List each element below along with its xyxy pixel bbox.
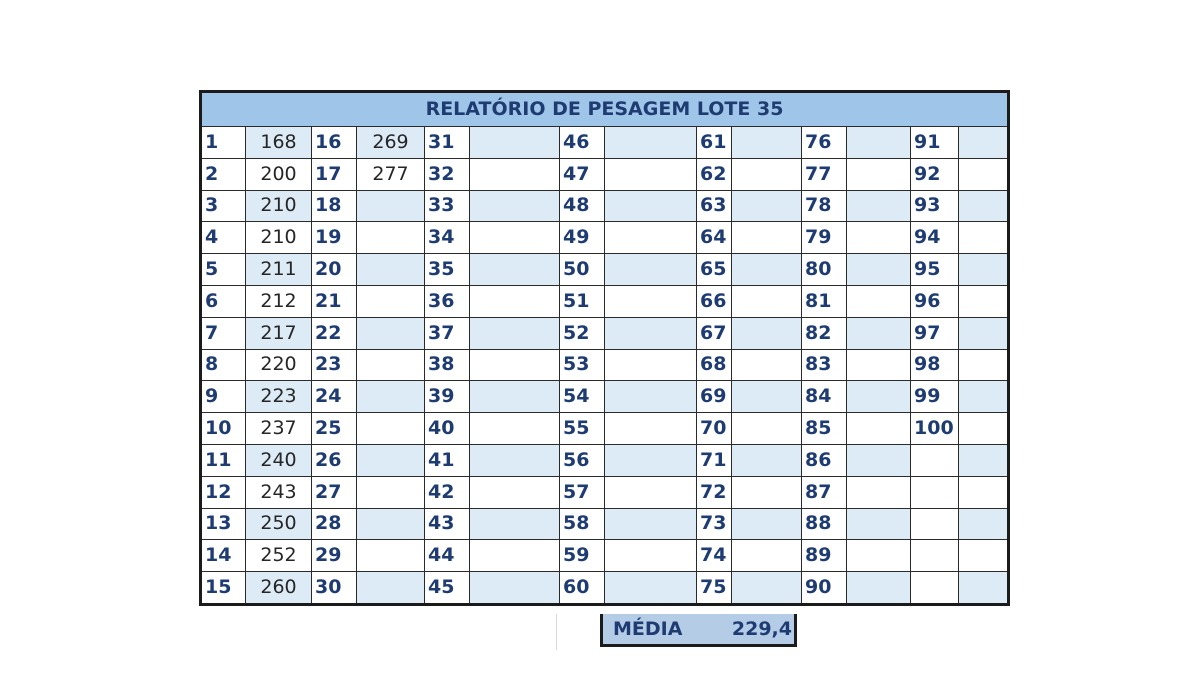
weight-value-cell[interactable]: 168	[246, 127, 312, 159]
weight-value-cell[interactable]: 240	[246, 444, 312, 476]
weight-value-cell[interactable]	[732, 190, 802, 222]
weight-value-cell[interactable]	[847, 285, 911, 317]
animal-number-cell[interactable]: 22	[312, 317, 357, 349]
weight-value-cell[interactable]	[605, 540, 697, 572]
animal-number-cell[interactable]: 83	[802, 349, 847, 381]
animal-number-cell[interactable]: 98	[911, 349, 959, 381]
weight-value-cell[interactable]	[847, 349, 911, 381]
weight-value-cell[interactable]	[847, 572, 911, 605]
animal-number-cell[interactable]: 70	[697, 413, 732, 445]
animal-number-cell[interactable]: 10	[201, 413, 246, 445]
animal-number-cell[interactable]: 54	[560, 381, 605, 413]
animal-number-cell[interactable]: 51	[560, 285, 605, 317]
weight-value-cell[interactable]	[605, 158, 697, 190]
table-row	[201, 540, 1009, 572]
weight-value-cell[interactable]	[732, 444, 802, 476]
average-summary	[600, 614, 797, 647]
weight-value-cell[interactable]	[847, 540, 911, 572]
animal-number-cell[interactable]: 89	[802, 540, 847, 572]
animal-number-cell[interactable]: 63	[697, 190, 732, 222]
animal-number-cell[interactable]: 6	[201, 285, 246, 317]
animal-number-cell[interactable]: 38	[425, 349, 470, 381]
weight-value-cell[interactable]	[470, 190, 560, 222]
animal-number-cell[interactable]: 52	[560, 317, 605, 349]
animal-number-cell[interactable]: 75	[697, 572, 732, 605]
animal-number-cell[interactable]: 14	[201, 540, 246, 572]
weight-value-cell[interactable]: 211	[246, 254, 312, 286]
weight-value-cell[interactable]	[357, 413, 425, 445]
table-row	[201, 190, 1009, 222]
animal-number-cell[interactable]: 73	[697, 508, 732, 540]
weight-value-cell[interactable]	[605, 127, 697, 159]
animal-number-cell[interactable]: 72	[697, 476, 732, 508]
animal-number-cell[interactable]: 66	[697, 285, 732, 317]
animal-number-cell[interactable]: 34	[425, 222, 470, 254]
animal-number-cell[interactable]	[911, 476, 959, 508]
weight-value-cell[interactable]	[357, 508, 425, 540]
weight-value-cell[interactable]	[847, 381, 911, 413]
table-row	[201, 508, 1009, 540]
weight-value-cell[interactable]: 237	[246, 413, 312, 445]
weight-value-cell[interactable]	[357, 317, 425, 349]
weight-value-cell[interactable]	[605, 190, 697, 222]
animal-number-cell[interactable]: 27	[312, 476, 357, 508]
animal-number-cell[interactable]: 26	[312, 444, 357, 476]
weight-value-cell[interactable]	[470, 254, 560, 286]
animal-number-cell[interactable]: 80	[802, 254, 847, 286]
weight-value-cell[interactable]	[732, 317, 802, 349]
weight-value-cell[interactable]	[470, 127, 560, 159]
weight-value-cell[interactable]	[732, 222, 802, 254]
weight-value-cell[interactable]	[605, 476, 697, 508]
weight-value-cell[interactable]: 243	[246, 476, 312, 508]
weight-value-cell[interactable]: 223	[246, 381, 312, 413]
weight-value-cell[interactable]	[357, 444, 425, 476]
animal-number-cell[interactable]: 81	[802, 285, 847, 317]
animal-number-cell[interactable]: 58	[560, 508, 605, 540]
weight-value-cell[interactable]: 210	[246, 222, 312, 254]
animal-number-cell[interactable]: 21	[312, 285, 357, 317]
weight-value-cell[interactable]	[959, 127, 1009, 159]
weight-value-cell[interactable]	[847, 444, 911, 476]
weight-value-cell[interactable]	[470, 381, 560, 413]
animal-number-cell[interactable]: 92	[911, 158, 959, 190]
weight-value-cell[interactable]	[847, 317, 911, 349]
weight-value-cell[interactable]: 217	[246, 317, 312, 349]
animal-number-cell[interactable]: 100	[911, 413, 959, 445]
animal-number-cell[interactable]: 18	[312, 190, 357, 222]
animal-number-cell[interactable]: 8	[201, 349, 246, 381]
weight-value-cell[interactable]	[959, 254, 1009, 286]
animal-number-cell[interactable]: 30	[312, 572, 357, 605]
weight-value-cell[interactable]	[605, 222, 697, 254]
weight-value-cell[interactable]	[470, 508, 560, 540]
weight-value-cell[interactable]	[470, 222, 560, 254]
animal-number-cell[interactable]: 84	[802, 381, 847, 413]
weight-value-cell[interactable]: 252	[246, 540, 312, 572]
animal-number-cell[interactable]: 42	[425, 476, 470, 508]
animal-number-cell[interactable]: 87	[802, 476, 847, 508]
weight-value-cell[interactable]	[959, 317, 1009, 349]
animal-number-cell[interactable]: 1	[201, 127, 246, 159]
animal-number-cell[interactable]: 85	[802, 413, 847, 445]
weight-value-cell[interactable]	[732, 476, 802, 508]
weight-value-cell[interactable]	[357, 349, 425, 381]
weight-value-cell[interactable]	[959, 285, 1009, 317]
weight-value-cell[interactable]	[959, 222, 1009, 254]
weight-value-cell[interactable]	[847, 190, 911, 222]
animal-number-cell[interactable]: 65	[697, 254, 732, 286]
animal-number-cell[interactable]: 56	[560, 444, 605, 476]
report-body	[201, 127, 1009, 605]
animal-number-cell[interactable]: 90	[802, 572, 847, 605]
animal-number-cell[interactable]: 23	[312, 349, 357, 381]
table-row	[201, 572, 1009, 605]
animal-number-cell[interactable]: 17	[312, 158, 357, 190]
weight-value-cell[interactable]	[605, 349, 697, 381]
animal-number-cell[interactable]	[911, 540, 959, 572]
average-label: MÉDIA	[613, 618, 683, 640]
animal-number-cell[interactable]: 95	[911, 254, 959, 286]
animal-number-cell[interactable]	[911, 572, 959, 605]
animal-number-cell[interactable]: 94	[911, 222, 959, 254]
average-value: 229,4	[731, 618, 792, 640]
animal-number-cell[interactable]: 69	[697, 381, 732, 413]
weight-value-cell[interactable]	[470, 476, 560, 508]
animal-number-cell[interactable]	[911, 444, 959, 476]
weight-value-cell[interactable]	[470, 572, 560, 605]
weight-value-cell[interactable]	[605, 254, 697, 286]
weight-value-cell[interactable]	[357, 540, 425, 572]
weight-value-cell[interactable]	[470, 540, 560, 572]
weight-value-cell[interactable]	[959, 444, 1009, 476]
weight-value-cell[interactable]: 220	[246, 349, 312, 381]
animal-number-cell[interactable]: 62	[697, 158, 732, 190]
weight-value-cell[interactable]	[847, 476, 911, 508]
weight-value-cell[interactable]	[959, 190, 1009, 222]
weight-value-cell[interactable]: 277	[357, 158, 425, 190]
animal-number-cell[interactable]: 67	[697, 317, 732, 349]
animal-number-cell[interactable]: 41	[425, 444, 470, 476]
weight-value-cell[interactable]	[470, 349, 560, 381]
animal-number-cell[interactable]: 49	[560, 222, 605, 254]
animal-number-cell[interactable]: 19	[312, 222, 357, 254]
animal-number-cell[interactable]: 16	[312, 127, 357, 159]
weight-value-cell[interactable]	[470, 285, 560, 317]
weight-value-cell[interactable]	[605, 285, 697, 317]
animal-number-cell[interactable]: 93	[911, 190, 959, 222]
weight-value-cell[interactable]: 260	[246, 572, 312, 605]
weight-value-cell[interactable]	[732, 413, 802, 445]
weight-value-cell[interactable]	[357, 572, 425, 605]
animal-number-cell[interactable]: 13	[201, 508, 246, 540]
animal-number-cell[interactable]: 36	[425, 285, 470, 317]
weighing-report-table	[199, 90, 1010, 606]
weight-value-cell[interactable]	[847, 222, 911, 254]
weight-value-cell[interactable]	[605, 572, 697, 605]
weight-value-cell[interactable]	[605, 508, 697, 540]
weight-value-cell[interactable]	[847, 254, 911, 286]
weight-value-cell[interactable]	[847, 127, 911, 159]
weight-value-cell[interactable]	[605, 413, 697, 445]
animal-number-cell[interactable]: 3	[201, 190, 246, 222]
weight-value-cell[interactable]	[357, 190, 425, 222]
table-row	[201, 127, 1009, 159]
animal-number-cell[interactable]: 50	[560, 254, 605, 286]
weight-value-cell[interactable]: 269	[357, 127, 425, 159]
animal-number-cell[interactable]: 96	[911, 285, 959, 317]
table-row	[201, 349, 1009, 381]
weight-value-cell[interactable]	[357, 222, 425, 254]
animal-number-cell[interactable]: 20	[312, 254, 357, 286]
weight-value-cell[interactable]	[357, 285, 425, 317]
animal-number-cell[interactable]: 48	[560, 190, 605, 222]
animal-number-cell[interactable]: 77	[802, 158, 847, 190]
weight-value-cell[interactable]	[357, 476, 425, 508]
animal-number-cell[interactable]: 39	[425, 381, 470, 413]
animal-number-cell[interactable]: 2	[201, 158, 246, 190]
animal-number-cell[interactable]: 46	[560, 127, 605, 159]
weight-value-cell[interactable]: 210	[246, 190, 312, 222]
weight-value-cell[interactable]	[732, 508, 802, 540]
weight-value-cell[interactable]	[470, 444, 560, 476]
weight-value-cell[interactable]	[732, 158, 802, 190]
animal-number-cell[interactable]: 45	[425, 572, 470, 605]
animal-number-cell[interactable]	[911, 508, 959, 540]
table-row	[201, 222, 1009, 254]
weight-value-cell[interactable]	[470, 317, 560, 349]
weight-value-cell[interactable]	[357, 254, 425, 286]
animal-number-cell[interactable]: 4	[201, 222, 246, 254]
weight-value-cell[interactable]	[732, 540, 802, 572]
weight-value-cell[interactable]	[732, 349, 802, 381]
animal-number-cell[interactable]: 74	[697, 540, 732, 572]
table-row	[201, 381, 1009, 413]
animal-number-cell[interactable]: 5	[201, 254, 246, 286]
animal-number-cell[interactable]: 91	[911, 127, 959, 159]
animal-number-cell[interactable]: 15	[201, 572, 246, 605]
weight-value-cell[interactable]	[847, 508, 911, 540]
table-row	[201, 444, 1009, 476]
weight-value-cell[interactable]: 250	[246, 508, 312, 540]
weight-value-cell[interactable]	[959, 572, 1009, 605]
animal-number-cell[interactable]: 25	[312, 413, 357, 445]
weight-value-cell[interactable]	[847, 413, 911, 445]
weight-value-cell[interactable]	[470, 158, 560, 190]
weight-value-cell[interactable]	[959, 349, 1009, 381]
animal-number-cell[interactable]: 57	[560, 476, 605, 508]
weight-value-cell[interactable]	[847, 158, 911, 190]
animal-number-cell[interactable]: 71	[697, 444, 732, 476]
weight-value-cell[interactable]	[605, 444, 697, 476]
animal-number-cell[interactable]: 76	[802, 127, 847, 159]
animal-number-cell[interactable]: 47	[560, 158, 605, 190]
animal-number-cell[interactable]: 88	[802, 508, 847, 540]
table-row	[201, 413, 1009, 445]
animal-number-cell[interactable]: 7	[201, 317, 246, 349]
weight-value-cell[interactable]	[959, 413, 1009, 445]
animal-number-cell[interactable]: 97	[911, 317, 959, 349]
animal-number-cell[interactable]: 28	[312, 508, 357, 540]
weight-value-cell[interactable]	[959, 158, 1009, 190]
weight-value-cell[interactable]	[732, 572, 802, 605]
animal-number-cell[interactable]: 60	[560, 572, 605, 605]
weight-value-cell[interactable]	[357, 381, 425, 413]
weight-value-cell[interactable]	[959, 540, 1009, 572]
weight-value-cell[interactable]	[732, 127, 802, 159]
animal-number-cell[interactable]: 29	[312, 540, 357, 572]
animal-number-cell[interactable]: 33	[425, 190, 470, 222]
animal-number-cell[interactable]: 86	[802, 444, 847, 476]
weight-value-cell[interactable]	[732, 381, 802, 413]
animal-number-cell[interactable]: 12	[201, 476, 246, 508]
weight-value-cell[interactable]	[732, 285, 802, 317]
animal-number-cell[interactable]: 79	[802, 222, 847, 254]
animal-number-cell[interactable]: 82	[802, 317, 847, 349]
weight-value-cell[interactable]	[732, 254, 802, 286]
animal-number-cell[interactable]: 61	[697, 127, 732, 159]
animal-number-cell[interactable]: 37	[425, 317, 470, 349]
animal-number-cell[interactable]: 99	[911, 381, 959, 413]
animal-number-cell[interactable]: 35	[425, 254, 470, 286]
weight-value-cell[interactable]	[605, 381, 697, 413]
animal-number-cell[interactable]: 24	[312, 381, 357, 413]
table-row	[201, 285, 1009, 317]
animal-number-cell[interactable]: 55	[560, 413, 605, 445]
weight-value-cell[interactable]: 212	[246, 285, 312, 317]
weight-value-cell[interactable]	[470, 413, 560, 445]
weight-value-cell[interactable]	[959, 381, 1009, 413]
animal-number-cell[interactable]: 11	[201, 444, 246, 476]
animal-number-cell[interactable]: 59	[560, 540, 605, 572]
table-row	[201, 254, 1009, 286]
animal-number-cell[interactable]: 78	[802, 190, 847, 222]
table-row	[201, 158, 1009, 190]
animal-number-cell[interactable]: 64	[697, 222, 732, 254]
animal-number-cell[interactable]: 31	[425, 127, 470, 159]
sheet-gridline	[556, 614, 557, 650]
animal-number-cell[interactable]: 68	[697, 349, 732, 381]
animal-number-cell[interactable]: 40	[425, 413, 470, 445]
report-title: RELATÓRIO DE PESAGEM LOTE 35	[201, 92, 1009, 127]
animal-number-cell[interactable]: 53	[560, 349, 605, 381]
animal-number-cell[interactable]: 43	[425, 508, 470, 540]
weight-value-cell[interactable]	[605, 317, 697, 349]
animal-number-cell[interactable]: 9	[201, 381, 246, 413]
weight-value-cell[interactable]: 200	[246, 158, 312, 190]
table-row	[201, 476, 1009, 508]
table-row	[201, 317, 1009, 349]
animal-number-cell[interactable]: 44	[425, 540, 470, 572]
animal-number-cell[interactable]: 32	[425, 158, 470, 190]
weight-value-cell[interactable]	[959, 476, 1009, 508]
weight-value-cell[interactable]	[959, 508, 1009, 540]
